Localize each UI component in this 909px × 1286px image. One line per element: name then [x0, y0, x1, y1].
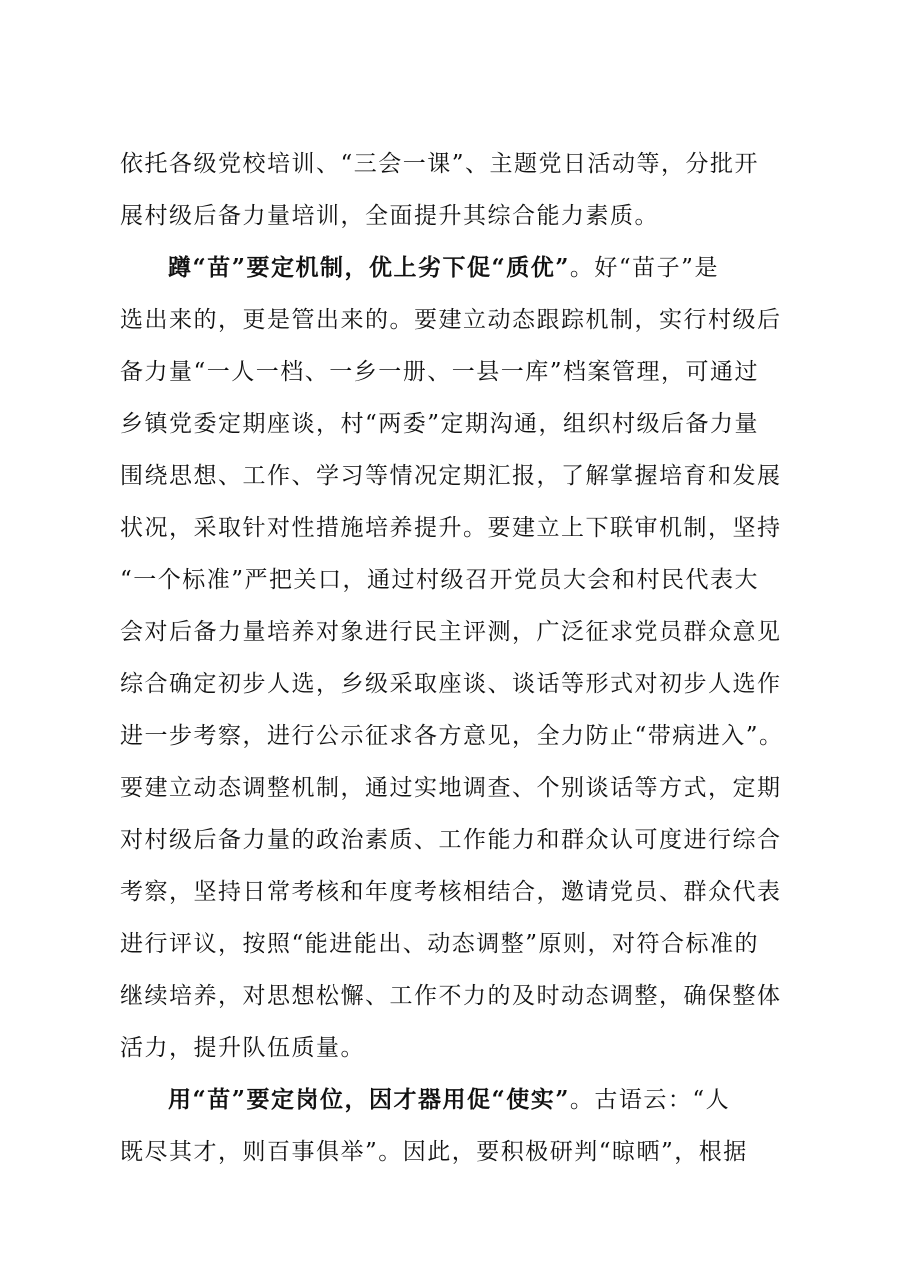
text-line [120, 190, 798, 242]
text-line [120, 138, 798, 190]
line-text: 考察，坚持日常考核和年度考核相结合，邀请党员、群众代表 [120, 879, 782, 905]
line-text: 综合确定初步人选，乡级采取座谈、谈话等形式对初步人选作 [120, 671, 782, 697]
text-line [120, 554, 798, 606]
document-body [120, 138, 798, 1178]
text-line [120, 658, 798, 710]
section-heading-line [120, 1074, 798, 1126]
text-line [120, 814, 798, 866]
text-line [120, 1022, 798, 1074]
line-text: 进一步考察，进行公示征求各方意见，全力防止“带病进入”。 [120, 723, 784, 749]
line-text: 活力，提升队伍质量。 [120, 1035, 365, 1061]
section-heading: 用“苗”要定岗位，因才器用促“使实” [168, 1086, 570, 1113]
text-line [120, 606, 798, 658]
line-text: 展村级后备力量培训，全面提升其综合能力素质。 [120, 203, 659, 229]
text-line [120, 866, 798, 918]
text-line [120, 294, 798, 346]
section-heading: 蹲“苗”要定机制，优上劣下促“质优” [168, 254, 570, 281]
line-text: 既尽其才，则百事俱举”。因此，要积极研判“晾晒”，根据 [120, 1139, 748, 1165]
line-text: 继续培养，对思想松懈、工作不力的及时动态调整，确保整体 [120, 983, 782, 1009]
line-text: 乡镇党委定期座谈，村“两委”定期沟通，组织村级后备力量 [120, 411, 760, 437]
line-text: 依托各级党校培训、“三会一课”、主题党日活动等，分批开 [120, 151, 760, 177]
line-text: 状况，采取针对性措施培养提升。要建立上下联审机制，坚持 [120, 515, 782, 541]
text-line [120, 450, 798, 502]
line-text: 围绕思想、工作、学习等情况定期汇报，了解掌握培育和发展 [120, 463, 782, 489]
text-line [120, 346, 798, 398]
line-text: 对村级后备力量的政治素质、工作能力和群众认可度进行综合 [120, 827, 782, 853]
line-text: 选出来的，更是管出来的。要建立动态跟踪机制，实行村级后 [120, 307, 782, 333]
text-line [120, 762, 798, 814]
text-line [120, 710, 798, 762]
line-text: 会对后备力量培养对象进行民主评测，广泛征求党员群众意见 [120, 619, 782, 645]
text-line [120, 1126, 798, 1178]
line-text: 。古语云：“人 [569, 1087, 731, 1113]
line-text: 。好“苗子”是 [569, 255, 719, 281]
line-text: 备力量“一人一档、一乡一册、一县一库”档案管理，可通过 [120, 359, 760, 385]
section-heading-line [120, 242, 798, 294]
text-line [120, 918, 798, 970]
line-text: 进行评议，按照“能进能出、动态调整”原则，对符合标准的 [120, 931, 760, 957]
line-text: 要建立动态调整机制，通过实地调查、个别谈话等方式，定期 [120, 775, 782, 801]
text-line [120, 502, 798, 554]
text-line [120, 970, 798, 1022]
line-text: “一个标准”严把关口，通过村级召开党员大会和村民代表大 [120, 567, 760, 593]
text-line [120, 398, 798, 450]
